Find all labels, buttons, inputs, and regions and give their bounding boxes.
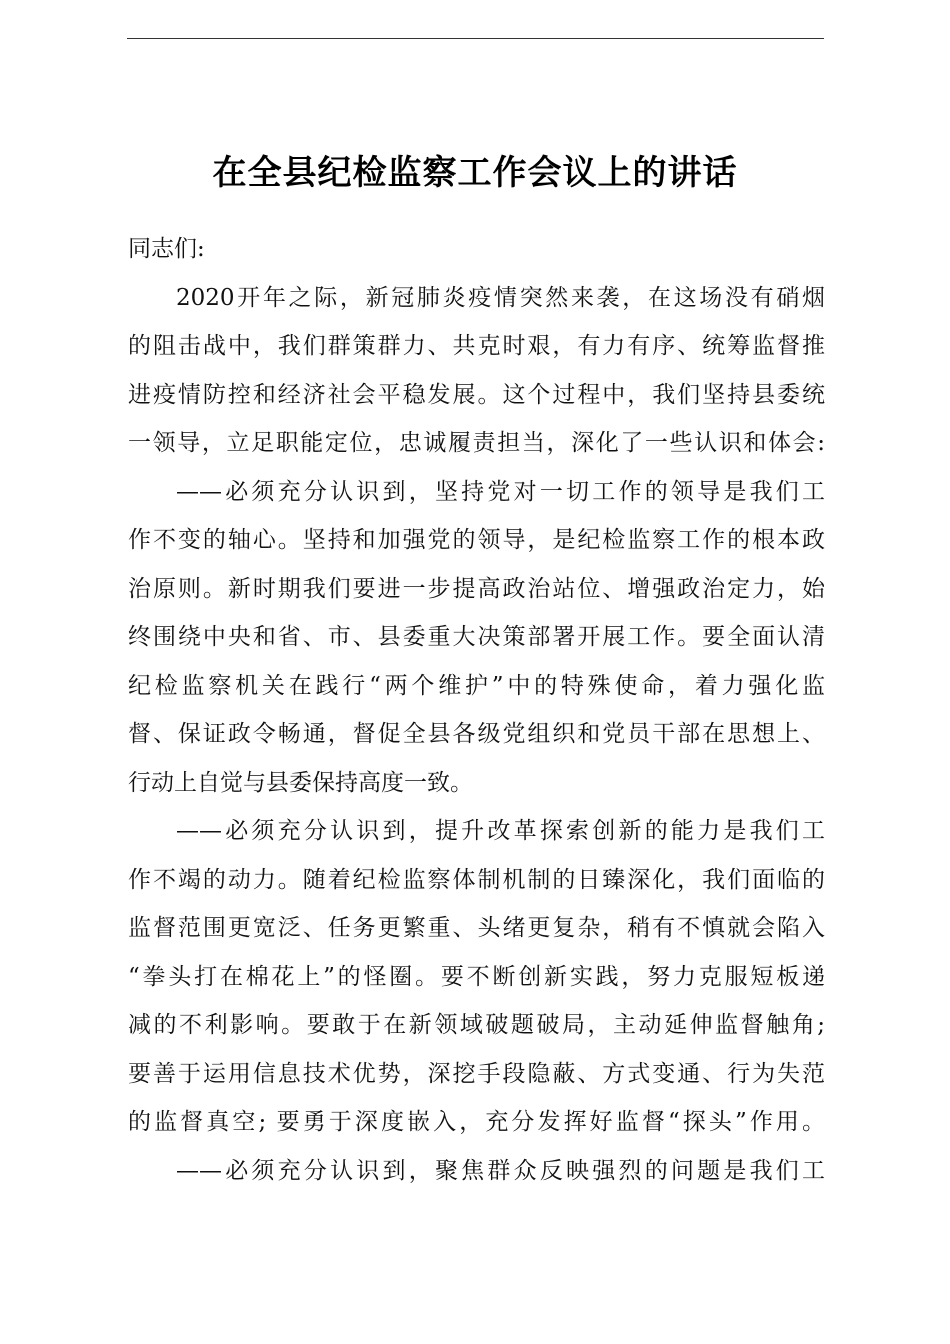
header-rule	[127, 38, 824, 39]
body-line: 作不变的轴心。坚持和加强党的领导，是纪检监察工作的根本政	[128, 527, 825, 553]
body-line: ——必须充分认识到，坚持党对一切工作的领导是我们工	[176, 478, 825, 505]
body-line: 减的不利影响。要敢于在新领域破题破局，主动延伸监督触角;	[128, 1012, 825, 1038]
body-line: 进疫情防控和经济社会平稳发展。这个过程中，我们坚持县委统	[128, 381, 825, 408]
body-line: ——必须充分认识到，提升改革探索创新的能力是我们工	[176, 818, 825, 844]
body-line: 监督范围更宽泛、任务更繁重、头绪更复杂，稍有不慎就会陷入	[128, 915, 825, 941]
body-line: 的监督真空; 要勇于深度嵌入，充分发挥好监督“探头”作用。	[128, 1109, 825, 1135]
body-line: 行动上自觉与县委保持高度一致。	[128, 769, 473, 796]
body-line: 一领导，立足职能定位，忠诚履责担当，深化了一些认识和体会:	[128, 430, 825, 456]
body-line: “拳头打在棉花上”的怪圈。要不断创新实践，努力克服短板递	[128, 963, 825, 990]
body-line: 同志们:	[128, 236, 205, 262]
body-line: 终围绕中央和省、市、县委重大决策部署开展工作。要全面认清	[128, 624, 825, 650]
body-line: 作不竭的动力。随着纪检监察体制机制的日臻深化，我们面临的	[128, 866, 825, 893]
document-body	[128, 225, 825, 1195]
body-line: 的阻击战中，我们群策群力、共克时艰，有力有序、统筹监督推	[128, 333, 825, 359]
body-line: 2020开年之际，新冠肺炎疫情突然来袭，在这场没有硝烟	[176, 284, 825, 311]
body-line: 督、保证政令畅通，督促全县各级党组织和党员干部在思想上、	[128, 721, 825, 747]
document-title: 在全县纪检监察工作会议上的讲话	[212, 153, 738, 193]
body-line: 治原则。新时期我们要进一步提高政治站位、增强政治定力，始	[128, 575, 825, 602]
body-line: 要善于运用信息技术优势，深挖手段隐蔽、方式变通、行为失范	[128, 1060, 825, 1087]
body-line: 纪检监察机关在践行“两个维护”中的特殊使命，着力强化监	[128, 672, 825, 699]
body-line: ——必须充分认识到，聚焦群众反映强烈的问题是我们工	[176, 1157, 825, 1184]
